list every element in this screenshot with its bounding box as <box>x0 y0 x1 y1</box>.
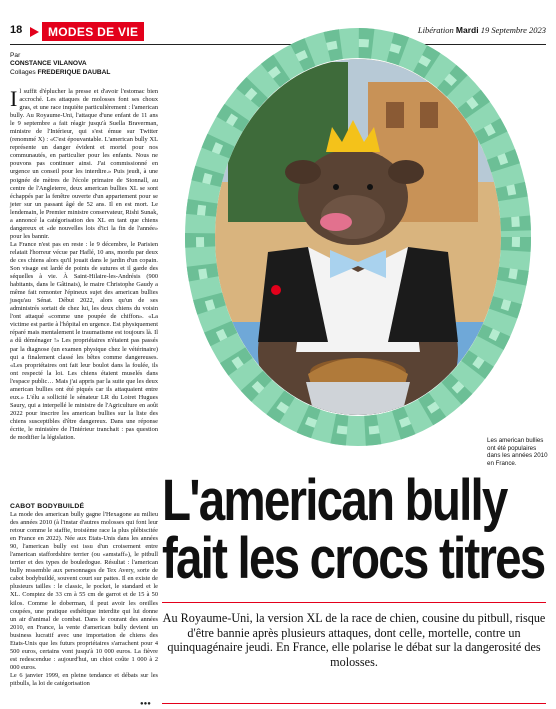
collages-label: Collages <box>10 68 36 76</box>
red-arrow-icon <box>30 27 39 37</box>
pocket-flower <box>271 285 281 295</box>
dog-collage-image <box>158 22 554 462</box>
article-body-continued <box>10 498 158 688</box>
standfirst-rule-top <box>162 602 546 603</box>
standfirst: Au Royaume-Uni, la version XL de la race de chien, cousine du pitbull, risque d'être bannie après plusieurs attaques, dont celle, mortelle, contre un quinquagénaire jeudi. En France, elle polarise le débat sur la dangerosité des molosses. <box>162 611 546 669</box>
dog-ear <box>388 160 424 184</box>
headline-line-1: L'american bully <box>162 468 507 533</box>
byline <box>10 52 160 77</box>
publication-name: Libération <box>417 25 454 35</box>
publication-date: 19 Septembre 2023 <box>480 25 546 35</box>
dog-eye <box>333 184 339 190</box>
article-paragraph-4: Le 6 janvier 1999, en pleine tendance et débats sur les pitbulls, la loi de catégorisation <box>10 671 158 687</box>
building-window <box>386 102 404 128</box>
headline-line-2: fait les crocs titres <box>162 526 545 591</box>
headline <box>162 468 552 591</box>
section-label: MODES DE VIE <box>42 22 144 41</box>
drop-cap: I <box>10 86 18 111</box>
dog-ear <box>285 160 321 184</box>
article-paragraph-2: La France n'est pas en reste : le 9 décembre, le Parisien relatait l'horreur vécue par Haflé, 10 ans, mordu par deux de ces chiens alors qu'il jouait dans le jardin d'un copain. Son visage est lardé de points de sutures et il garde des séquelles à vie. À Saint-Hilaire-les-Andrésis (900 habitants, dans le Gâtinais), le maire Christophe Gaudy a même fait remonter l'épineux sujet des american bullies jusqu'au Sénat. Début 2022, alors qu'un de ses administrés sortait de chez lui, les deux chiens du voisin l'ont attaqué «comme une poupée de chiffon». «La victime est partie à l'hôpital en urgence. Est physiquement réparé mais mentalement le traumatisme est toujours là. Il a dû déménager !» Les propriétaires n'étaient pas passés par la diagnose (un examen physique chez le vétérinaire) qui a finalement classé les bêtes comme dangereuses. «Les propriétaires ont fait leur boulot dans la foulée, ils ont respecté la loi. Les chiens étaient muselés dans l'espace public… Mais j'ai appris par la suite que les deux american bullies ont été piqués car ils attaquaient entre eux.» L'élu a sollicité le sénateur LR du Loiret Hugues Saury, qui a interpellé le ministre de l'Agriculture en août 2022 pour inscrire les american bullies sur la liste des chiens susceptibles d'être dangereux. Dans une réponse écrite, le ministère de l'Intérieur tranchait : pas question de modifier la législation. <box>10 240 158 442</box>
standfirst-rule-bottom <box>162 703 546 704</box>
by-label: Par <box>10 52 21 59</box>
collagist-name: FREDERIQUE DAUBAL <box>37 68 111 76</box>
page-number: 18 <box>10 24 23 36</box>
article-paragraph-1 <box>10 88 158 241</box>
building-window <box>420 102 438 128</box>
photo-caption: Les american bullies ont été populaires dans les années 2010 en France. <box>487 437 548 467</box>
continuation-dots-icon: ●●● <box>140 701 151 707</box>
dog-tongue <box>320 213 352 231</box>
article-body <box>10 88 158 442</box>
author-name: CONSTANCE VILANOVA <box>10 60 87 68</box>
article-subhead: CABOT BODYBUILDÉ <box>10 503 85 510</box>
paragraph-1-text: l suffit d'éplucher la presse et d'avoir l'estomac bien accroché. Les attaques de molosses font ses choux gras, et une race inquiète particulièrement : l'american bully. Au Royaume-Uni, l'attaque d'une enfant de 11 ans le 9 septembre a fait réagir jusqu'à Suella Braverman, ministre de l'Intérieur, qui s'est émue sur Twitter (renommé X) : «C'est épouvantable. L'american bully XL représente un danger évident et mortel pour nos communautés, en particulier pour les enfants. Nous ne pouvons pas continuer ainsi. J'ai commissionné en urgence un conseil pour les interdire.» Puis jeudi, à une poignée de mètres de l'école primaire de Stonnall, au centre de l'Angleterre, deux american bullies XL se sont échappés par la fenêtre ouverte d'un appartement pour se jeter sur un passant âgé de 52 ans. Il en est mort. Le lendemain, le Premier ministre conservateur, Rishi Sunak, a annoncé la catégorisation des XL en tant que chiens dangereux et «de nouvelles lois d'ici la fin de l'année» pour les bannir. <box>10 88 158 240</box>
article-paragraph-3: La mode des american bully gagne l'Hexagone au milieu des années 2010 (à l'instar d'autres molosses qui font leur retour comme le staffie, troisième race la plus plébiscitée en France en 2022). Née aux Etats-Unis dans les années 90, l'american bully est issu d'un croisement entre l'american staffordshire terrier (ou «amstaff»), le pitbull terrier et des types de bouledogue. Résultat : l'american bully ressemble aux personnages de Tex Avery, sorte de cabot bodybuildé, souvent court sur pattes. Il en existe de plusieurs tailles : le classic, le pocket, le standard et le XL. Comptez de 33 cm à 55 cm de garrot et de 15 à 50 kilos. Comme le doberman, il peut avoir les oreilles coupées, une pratique esthétique interdite qui lui donne un air d'animal de combat. Dans le courant des années 2010, en France, la vente d'american bully devient un business lucratif avec une importation de chiens des Etats-Unis que les futurs propriétaires s'arrachent pour 4 500 euros, certains vont jusqu'à 10 000 euros. La fièvre est redescendue : aujourd'hui, un chiot coûte 1 000 à 2 000 euros. <box>10 511 158 671</box>
publication-day: Mardi <box>455 25 479 35</box>
dog-eye <box>367 184 373 190</box>
